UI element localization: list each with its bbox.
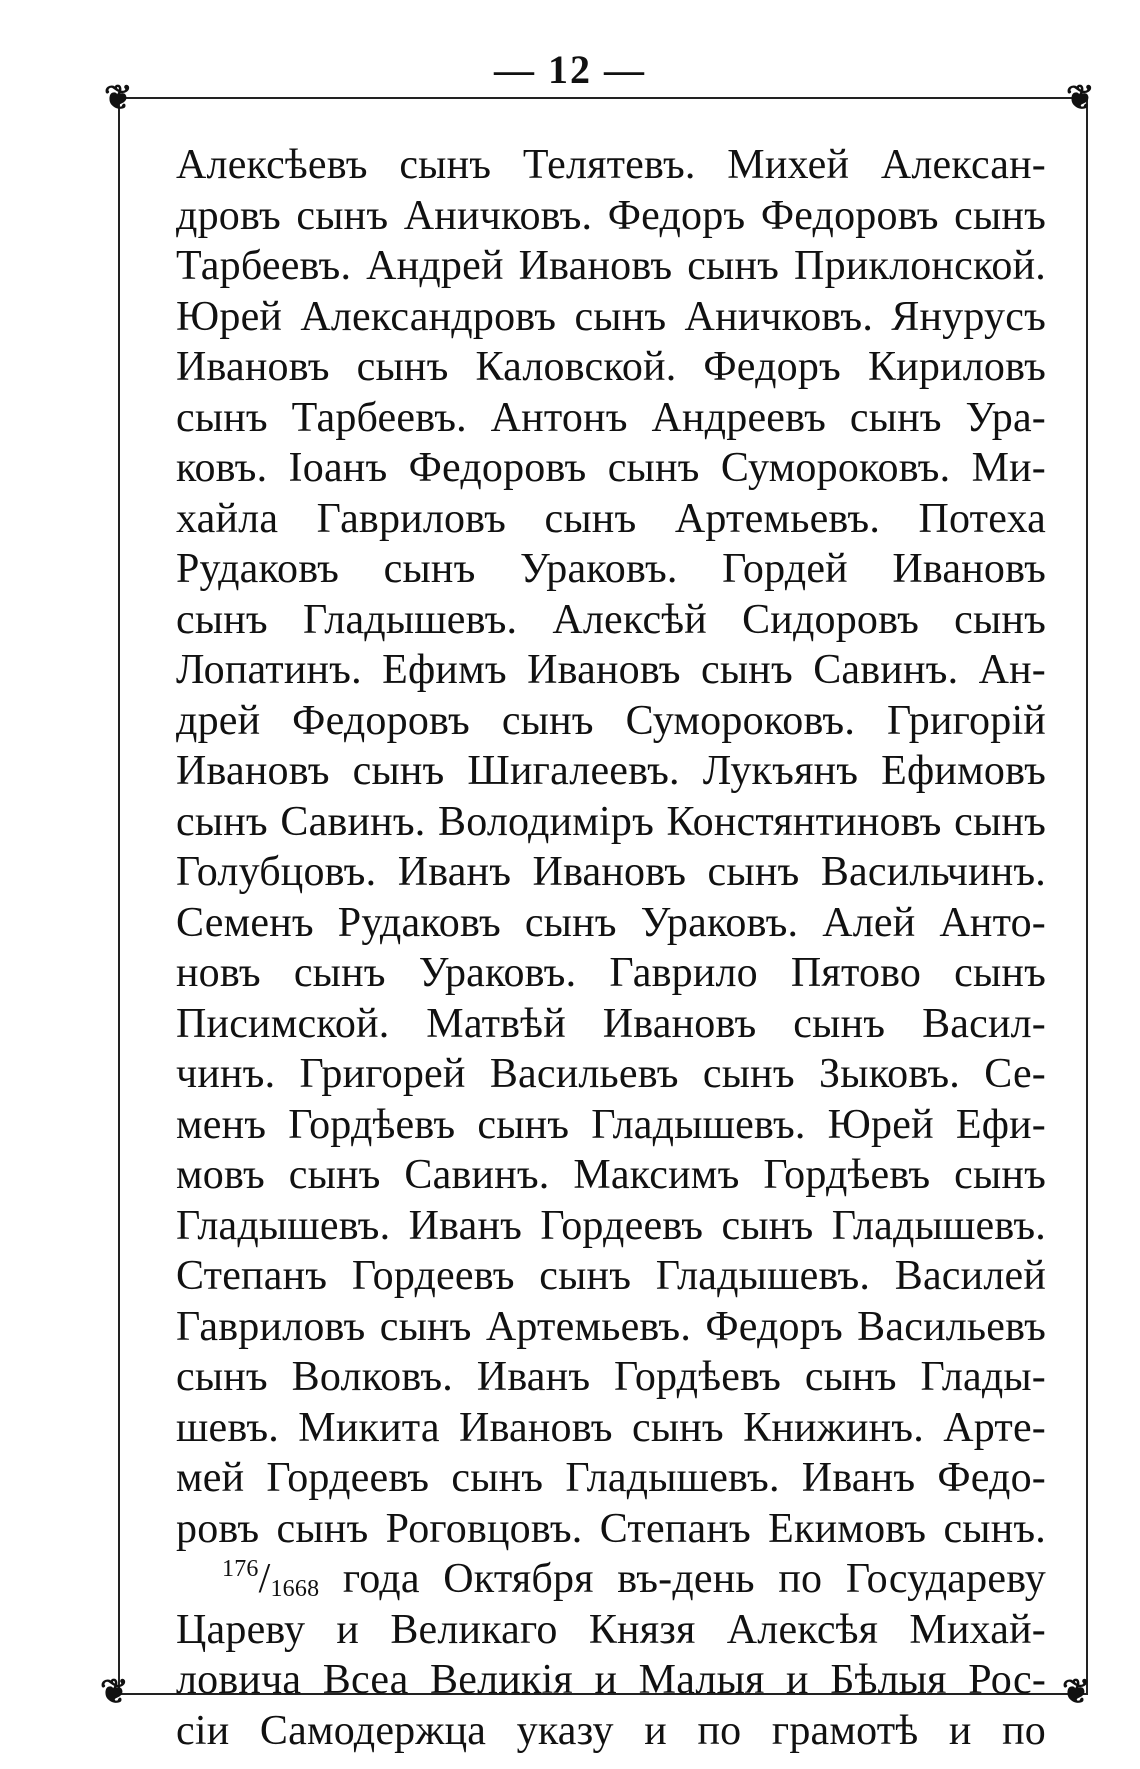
text-line: хайла Гавриловъ сынъ Артемьевъ. Потеха xyxy=(176,495,1046,542)
text-line: менъ Гордѣевъ сынъ Гладышевъ. Юрей Ефи- xyxy=(176,1101,1046,1148)
text-line: Гладышевъ. Иванъ Гордеевъ сынъ Гладышевъ. xyxy=(176,1202,1046,1249)
body-text xyxy=(176,140,1046,1756)
text-line: ловича Всеа Великія и Малыя и Бѣлыя Рос- xyxy=(176,1657,1046,1703)
text-line: Степанъ Гордеевъ сынъ Гладышевъ. Василей xyxy=(176,1253,1046,1299)
text-line: мовъ сынъ Савинъ. Максимъ Гордѣевъ сынъ xyxy=(176,1152,1046,1198)
text-line: Писимской. Матвѣй Ивановъ сынъ Васил- xyxy=(176,1000,1046,1047)
page-number: — 12 — xyxy=(494,47,646,92)
text-line: сынъ Тарбеевъ. Антонъ Андреевъ сынъ Ура- xyxy=(176,394,1046,441)
text-line: ровъ сынъ Роговцовъ. Степанъ Екимовъ сынъ. xyxy=(176,1505,1046,1552)
date-fraction-bottom: 1668 xyxy=(270,1576,320,1602)
text-line: сынъ Волковъ. Иванъ Гордѣевъ сынъ Глады- xyxy=(176,1354,1046,1400)
text-line: Алексѣевъ сынъ Телятевъ. Михей Алексан- xyxy=(176,142,1046,188)
text-line: дровъ сынъ Аничковъ. Федоръ Федоровъ сынъ xyxy=(176,192,1046,239)
text-line: Лопатинъ. Ефимъ Ивановъ сынъ Савинъ. Ан- xyxy=(176,647,1046,693)
text-line: Рудаковъ сынъ Ураковъ. Гордей Ивановъ xyxy=(176,546,1046,592)
text-line: дрей Федоровъ сынъ Сумороковъ. Григорій xyxy=(176,697,1046,744)
text-line: Семенъ Рудаковъ сынъ Ураковъ. Алей Анто- xyxy=(176,899,1046,946)
ornament-corner-icon: ❦ xyxy=(104,80,133,117)
ornament-corner-icon: ❦ xyxy=(1066,80,1095,117)
date-fraction-top: 176 xyxy=(222,1556,259,1582)
text-line: Ивановъ сынъ Шигалеевъ. Лукъянъ Ефимовъ xyxy=(176,748,1046,794)
text-line: ковъ. Іоанъ Федоровъ сынъ Сумороковъ. Ми- xyxy=(176,445,1046,491)
ornament-corner-icon: ❦ xyxy=(1062,1674,1091,1711)
ornament-corner-icon: ❦ xyxy=(100,1674,129,1711)
date-line: $^{176}/_{1668}$ года Октября въ-день по Государеву xyxy=(222,1556,1046,1602)
text-line: Гавриловъ сынъ Артемьевъ. Федоръ Васильевъ xyxy=(176,1303,1046,1350)
text-line: сынъ Савинъ. Володимiръ Констянтиновъ сынъ xyxy=(176,798,1046,845)
text-line: сынъ Гладышевъ. Алексѣй Сидоровъ сынъ xyxy=(176,596,1046,643)
text-line: шевъ. Микита Ивановъ сынъ Книжинъ. Арте- xyxy=(176,1404,1046,1451)
text-line: чинъ. Григорей Васильевъ сынъ Зыковъ. Се- xyxy=(176,1051,1046,1097)
text-line: сіи Самодержца указу и по грамотѣ и по xyxy=(176,1707,1046,1754)
text-line: Ивановъ сынъ Каловской. Федоръ Кириловъ xyxy=(176,344,1046,390)
text-line: Тарбеевъ. Андрей Ивановъ сынъ Приклонской. xyxy=(176,243,1046,289)
text-line: мей Гордеевъ сынъ Гладышевъ. Иванъ Федо- xyxy=(176,1455,1046,1501)
text-line: новъ сынъ Ураковъ. Гаврило Пятово сынъ xyxy=(176,950,1046,996)
text-line: Голубцовъ. Иванъ Ивановъ сынъ Васильчинъ. xyxy=(176,849,1046,895)
date-line-text: года Октября въ-день по Государеву xyxy=(319,1556,1046,1602)
text-line: Юрей Александровъ сынъ Аничковъ. Янурусъ xyxy=(176,293,1046,340)
text-line: Цареву и Великаго Князя Алексѣя Михай- xyxy=(176,1606,1046,1653)
